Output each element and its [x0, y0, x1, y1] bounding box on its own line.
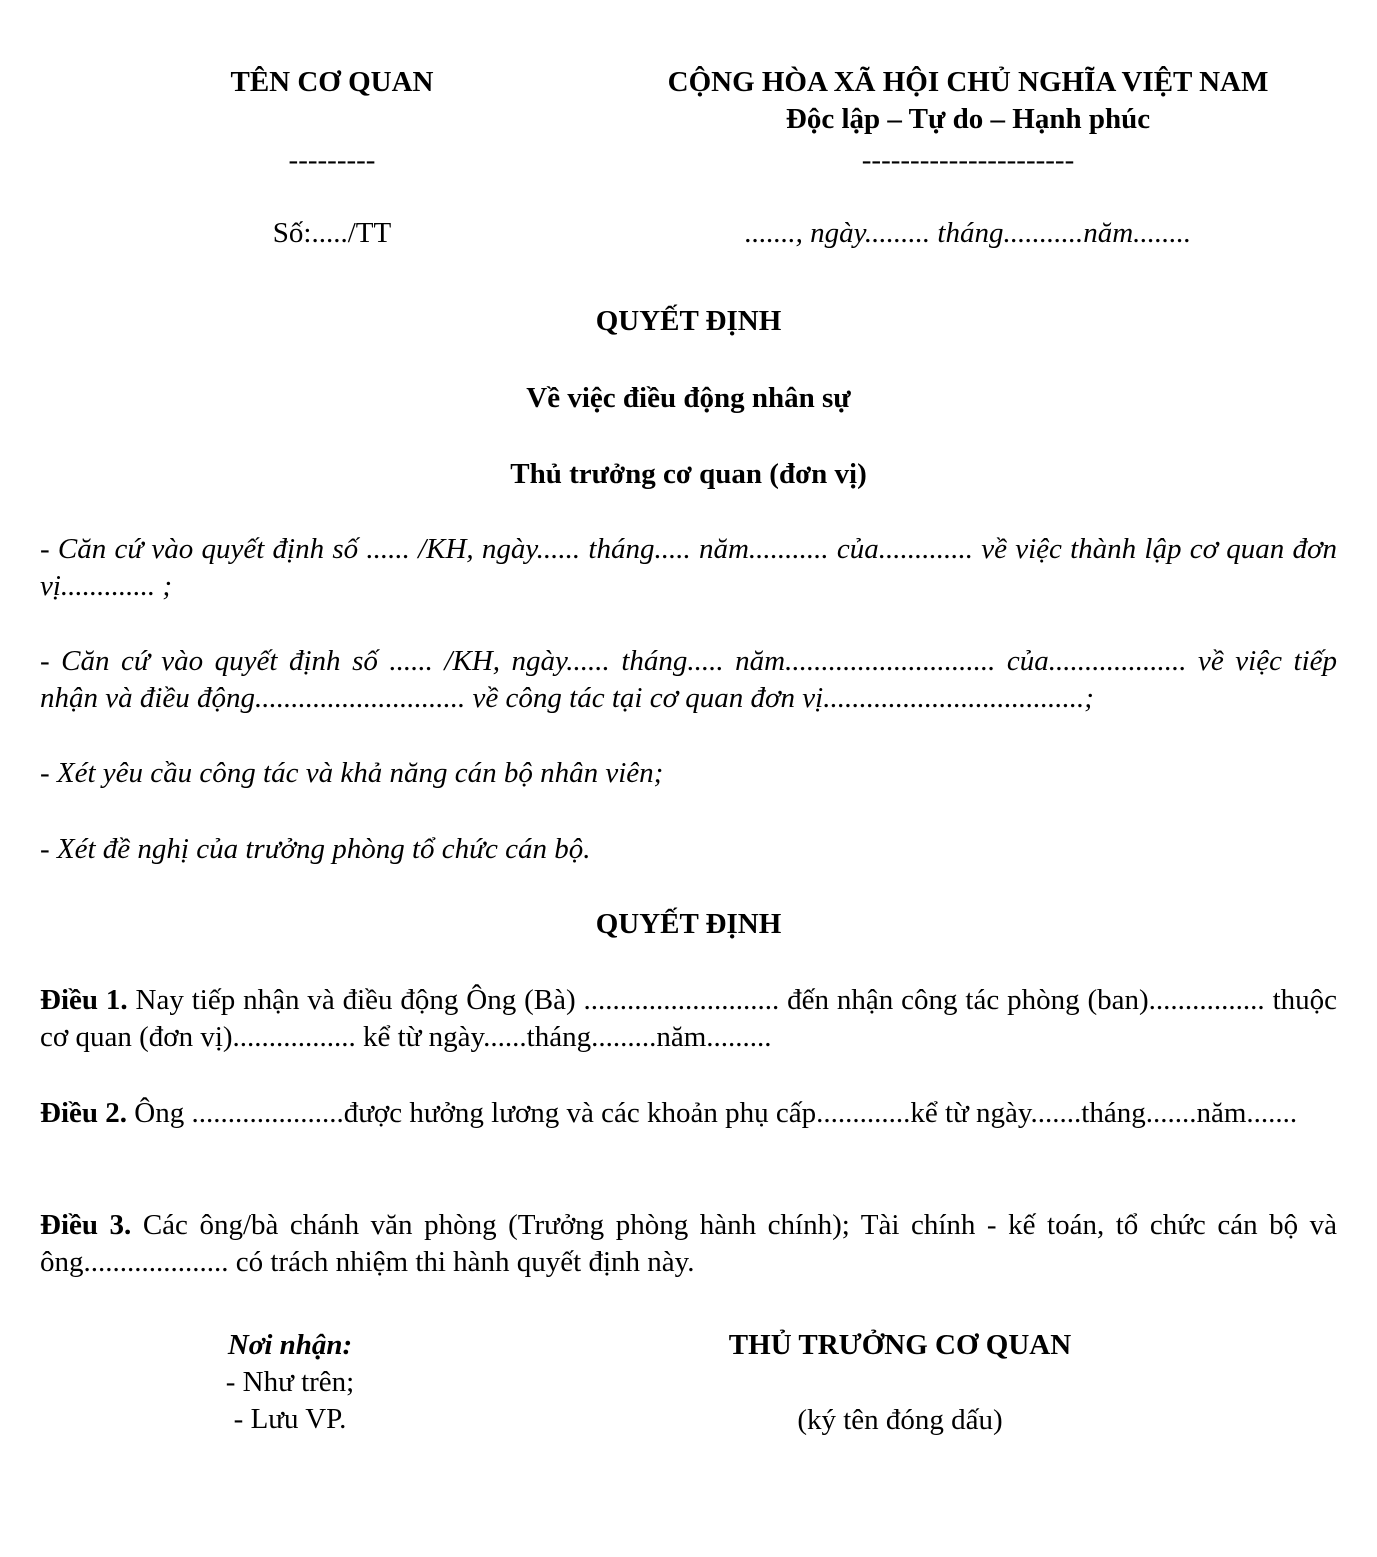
document-date: ......., ngày......... tháng...........năm........	[744, 217, 1192, 249]
signature-note: (ký tên đóng dấu)	[797, 1404, 1003, 1436]
article-2-text: Ông .....................được hưởng lương và các khoản phụ cấp.............kể từ ngày.......tháng.......năm.......	[127, 1097, 1298, 1129]
country-separator: ----------------------	[861, 144, 1075, 176]
organization-separator: ---------	[288, 144, 376, 176]
country-name: CỘNG HÒA XÃ HỘI CHỦ NGHĨA VIỆT NAM	[667, 66, 1269, 98]
article-3	[40, 1207, 1337, 1281]
recipients-title: Nơi nhận:	[227, 1329, 353, 1361]
signer-title: THỦ TRƯỞNG CƠ QUAN	[728, 1329, 1072, 1361]
article-2-label: Điều 2.	[40, 1097, 127, 1129]
legal-basis-2: - Căn cứ vào quyết định số ...... /KH, ngày...... tháng..... năm............................. của................... về việc tiếp nhận và điều động............................. về công tác tại cơ quan đơn vị....................................;	[40, 645, 1337, 714]
legal-basis-4: - Xét đề nghị của trưởng phòng tổ chức cán bộ.	[40, 833, 591, 865]
decision-title-2: QUYẾT ĐỊNH	[595, 908, 782, 940]
document-number: Số:...../TT	[272, 217, 392, 249]
article-2	[40, 1095, 1337, 1132]
article-1	[40, 982, 1337, 1056]
article-3-label: Điều 3.	[40, 1209, 132, 1241]
national-motto: Độc lập – Tự do – Hạnh phúc	[785, 103, 1151, 135]
article-3-text: Các ông/bà chánh văn phòng (Trưởng phòng hành chính); Tài chính - kế toán, tổ chức cán bộ và ông.................... có trách nhiệm thi hành quyết định này.	[40, 1209, 1338, 1278]
recipient-item: - Lưu VP.	[233, 1403, 347, 1435]
decision-subject: Về việc điều động nhân sự	[526, 382, 851, 414]
recipient-item: - Như trên;	[225, 1366, 355, 1398]
article-1-label: Điều 1.	[40, 984, 128, 1016]
legal-basis-1: - Căn cứ vào quyết định số ...... /KH, ngày...... tháng..... năm........... của............. về việc thành lập cơ quan đơn vị............. ;	[40, 533, 1337, 602]
article-1-text: Nay tiếp nhận và điều động Ông (Bà) ........................... đến nhận công tác phòng (ban)................ thuộc cơ quan (đơn vị)................. kể từ ngày......tháng.........năm.........	[40, 984, 1337, 1053]
decision-title: QUYẾT ĐỊNH	[595, 305, 782, 337]
legal-basis-3: - Xét yêu cầu công tác và khả năng cán bộ nhân viên;	[40, 757, 664, 789]
issuing-authority: Thủ trưởng cơ quan (đơn vị)	[510, 458, 867, 490]
organization-name: TÊN CƠ QUAN	[230, 66, 434, 98]
